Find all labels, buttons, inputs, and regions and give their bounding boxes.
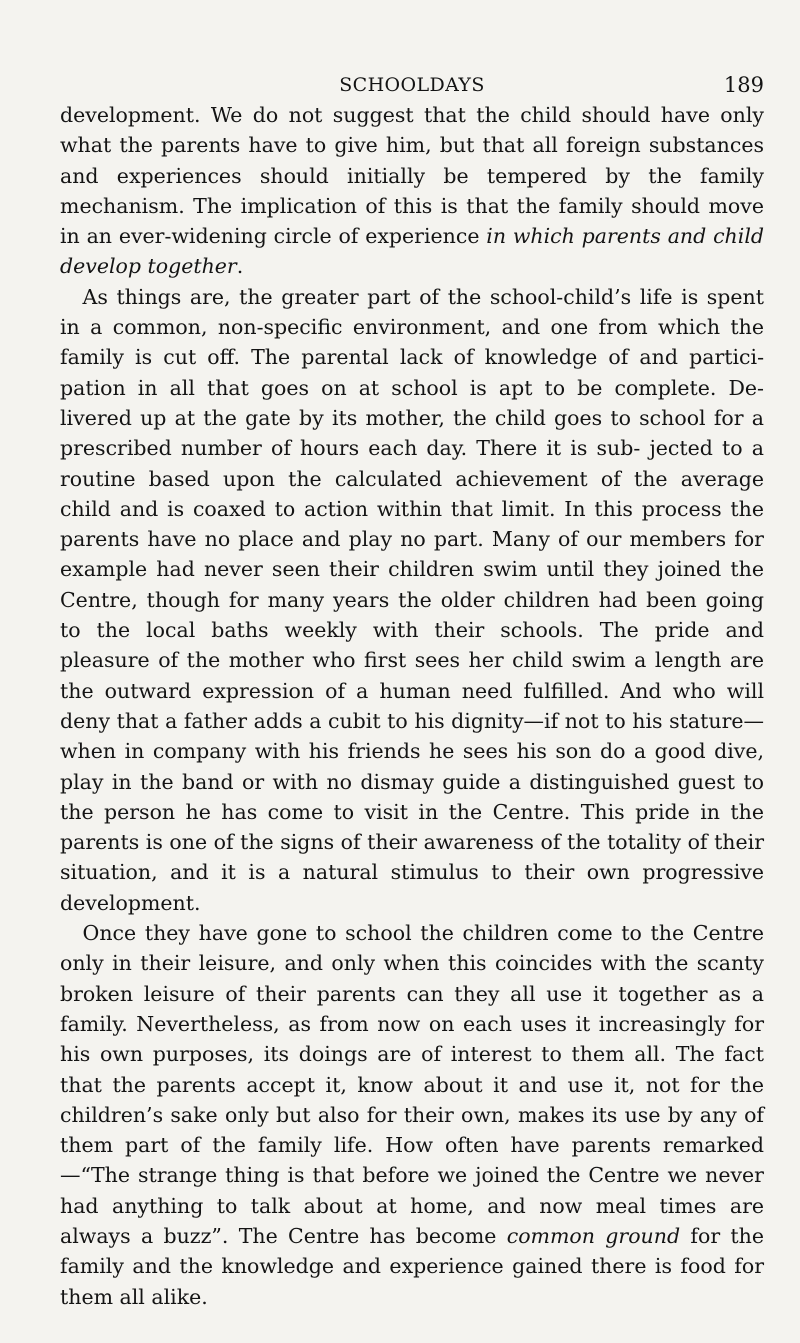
paragraph-2 — [60, 282, 764, 918]
body-text — [60, 100, 764, 1312]
paragraph-1-emphasis: in which parents and child develop together — [60, 224, 764, 279]
paragraph-2-text: As things are, the greater part of the school-child’s life is spent in a common, non-specific environment, and one from which the family is cut off. The parental lack of knowledge of and partici- pation in all that goes on at school is apt to be complete. De- livered up at the gate by its mother, the child goes to school for a prescribed number of hours each day. There it is sub- jected to a routine based upon the calculated achievement of the average child and is coaxed to action within that limit. In this process the parents have no place and play no part. Many of our members for example had never seen their children swim until they joined the Centre, though for many years the older children had been going to the local baths weekly with their schools. The pride and pleasure of the mother who first sees her child swim a length are the outward expression of a human need fulfilled. And who will deny that a father adds a cubit to his dignity—if not to his stature—when in company with his friends he sees his son do a good dive, play in the band or with no dismay guide a distinguished guest to the person he has come to visit in the Centre. This pride in the parents is one of the signs of their awareness of the totality of their situation, and it is a natural stimulus to their own progressive development. — [60, 284, 764, 915]
running-head — [60, 71, 764, 99]
paragraph-1 — [60, 100, 764, 282]
paragraph-1-text: development. We do not suggest that the child should have only what the parents have to give him, but that all foreign substances and experiences should initially be tempered by the family mechanism. The implication of this is that the family should move in an ever-widening circle of experience — [60, 103, 764, 249]
book-page — [60, 0, 764, 1343]
paragraph-3-text: Once they have gone to school the children come to the Centre only in their leisure, and only when this coincides with the scanty broken leisure of their parents can they all use it together as a family. Nevertheless, as from now on each uses it increasingly for his own purposes, its doings are of interest to them all. The fact that the parents accept it, know about it and use it, not for the children’s sake only but also for their own, makes its use by any of them part of the family life. How often have parents remarked—“The strange thing is that before we joined the Centre we never had anything to talk about at home, and now meal times are always a buzz”. The Centre has become — [60, 921, 764, 1248]
paragraph-1-tail: . — [236, 254, 244, 279]
paragraph-3 — [60, 918, 764, 1312]
running-title: SCHOOLDAYS — [339, 74, 485, 96]
paragraph-3-tail: for the family and the knowledge and experience gained there is food for them all alike. — [60, 1223, 765, 1309]
page-number: 189 — [723, 73, 764, 97]
paragraph-3-emphasis: common ground — [506, 1223, 681, 1248]
